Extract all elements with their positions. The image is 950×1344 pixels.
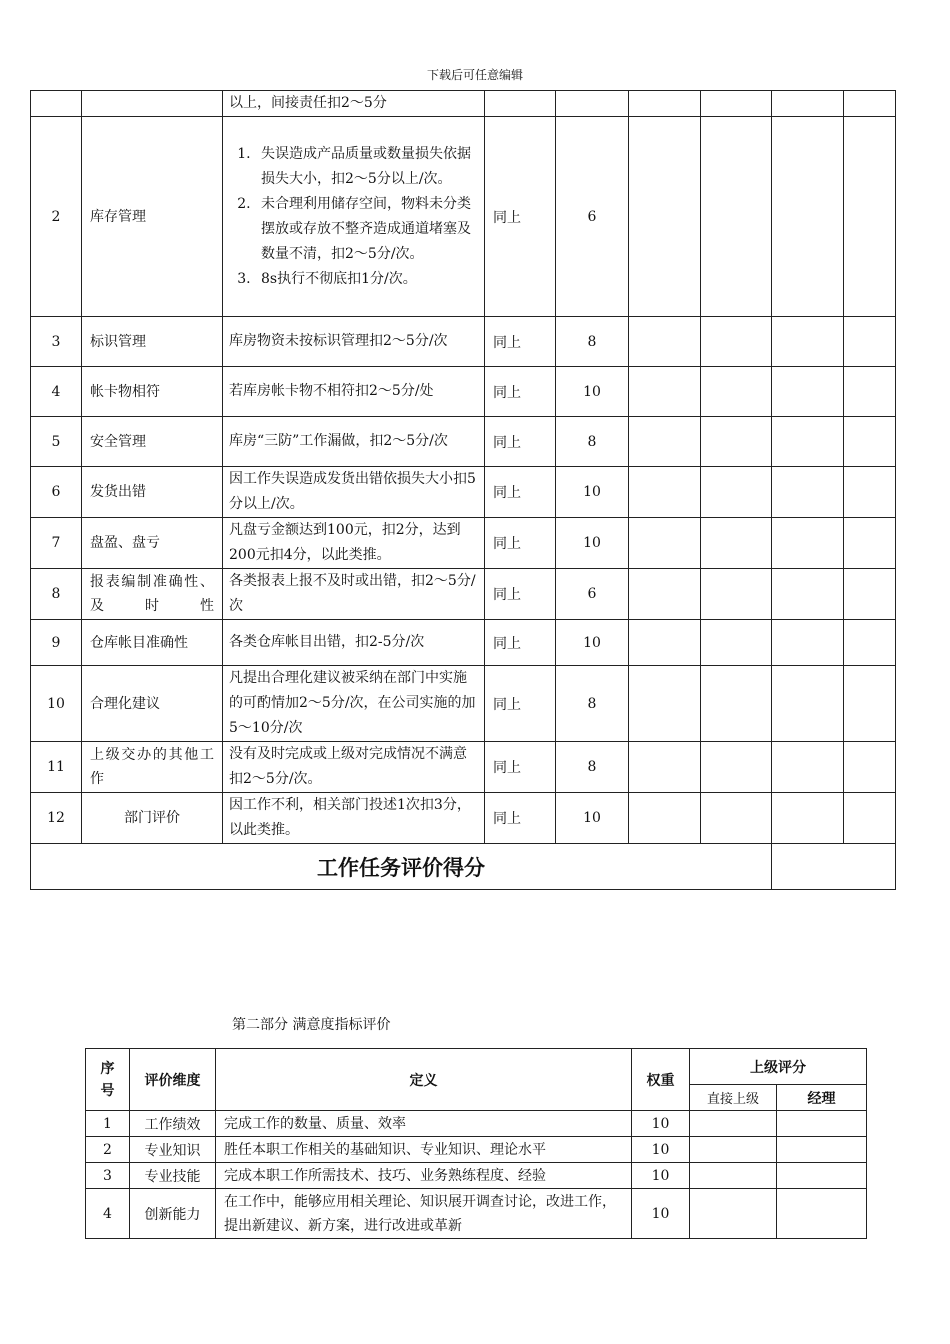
weight-cell: 8 <box>556 666 629 742</box>
table-row <box>31 620 896 666</box>
summary-row <box>31 844 896 890</box>
dimension-cell: 专业技能 <box>130 1163 216 1189</box>
table-row <box>86 1137 867 1163</box>
item-name: 标识管理 <box>82 317 223 367</box>
row-number: 12 <box>31 793 82 844</box>
weight-cell: 10 <box>632 1189 690 1239</box>
standard-list-item: 2. 未合理利用储存空间，物料未分类摆放或存放不整齐造成通道堵塞及数量不清，扣2～5分/次。 <box>255 192 478 267</box>
standard-cell: 库房物资未按标识管理扣2～5分/次 <box>223 317 485 367</box>
row-number: 3 <box>86 1163 130 1189</box>
table-row <box>86 1163 867 1189</box>
table-row <box>31 793 896 844</box>
dimension-cell: 专业知识 <box>130 1137 216 1163</box>
header-no: 序号 <box>86 1049 130 1111</box>
weight-cell: 6 <box>556 117 629 317</box>
header-dimension: 评价维度 <box>130 1049 216 1111</box>
dimension-cell: 工作绩效 <box>130 1111 216 1137</box>
row-number: 5 <box>31 417 82 467</box>
definition-cell: 完成工作的数量、质量、效率 <box>216 1111 632 1137</box>
weight-cell: 10 <box>632 1137 690 1163</box>
header-weight: 权重 <box>632 1049 690 1111</box>
weight-cell: 10 <box>556 620 629 666</box>
source-cell: 同上 <box>485 317 556 367</box>
item-name: 盘盈、盘亏 <box>82 518 223 569</box>
standard-cell: 若库房帐卡物不相符扣2～5分/处 <box>223 367 485 417</box>
standard-cell: 没有及时完成或上级对完成情况不满意扣2～5分/次。 <box>223 742 485 793</box>
source-cell: 同上 <box>485 117 556 317</box>
weight-cell: 8 <box>556 317 629 367</box>
standard-cell: 以上，间接责任扣2～5分 <box>223 91 485 117</box>
header-manager: 经理 <box>777 1085 867 1111</box>
row-number: 4 <box>31 367 82 417</box>
item-name: 库存管理 <box>82 117 223 317</box>
standard-cell <box>223 117 485 317</box>
dimension-cell: 创新能力 <box>130 1189 216 1239</box>
page-header: 下载后可任意编辑 <box>426 68 523 82</box>
item-name: 安全管理 <box>82 417 223 467</box>
table-row <box>31 467 896 518</box>
weight-cell: 10 <box>632 1163 690 1189</box>
weight-cell: 10 <box>556 793 629 844</box>
standard-list-item: 1. 失误造成产品质量或数量损失依据损失大小，扣2～5分以上/次。 <box>255 142 478 192</box>
item-name: 上级交办的其他工作 <box>82 742 223 793</box>
row-number: 11 <box>31 742 82 793</box>
header-row <box>86 1049 867 1085</box>
source-cell: 同上 <box>485 666 556 742</box>
item-name: 帐卡物相符 <box>82 367 223 417</box>
definition-cell: 胜任本职工作相关的基础知识、专业知识、理论水平 <box>216 1137 632 1163</box>
row-number: 8 <box>31 569 82 620</box>
definition-cell: 在工作中，能够应用相关理论、知识展开调查讨论，改进工作，提出新建议、新方案，进行改进或革新 <box>216 1189 632 1239</box>
summary-label: 工作任务评价得分 <box>31 844 772 890</box>
weight-cell: 8 <box>556 742 629 793</box>
standard-cell: 因工作失误造成发货出错依损失大小扣5分以上/次。 <box>223 467 485 518</box>
table-row <box>31 417 896 467</box>
header-definition: 定义 <box>216 1049 632 1111</box>
row-number: 2 <box>86 1137 130 1163</box>
standard-cell: 因工作不利，相关部门投述1次扣3分，以此类推。 <box>223 793 485 844</box>
table-row <box>31 518 896 569</box>
header-direct-superior: 直接上级 <box>690 1085 777 1111</box>
row-number: 10 <box>31 666 82 742</box>
standard-cell: 库房“三防”工作漏做，扣2～5分/次 <box>223 417 485 467</box>
table-row <box>86 1111 867 1137</box>
row-number: 7 <box>31 518 82 569</box>
item-name: 部门评价 <box>82 793 223 844</box>
satisfaction-table <box>85 1048 867 1239</box>
definition-cell: 完成本职工作所需技术、技巧、业务熟练程度、经验 <box>216 1163 632 1189</box>
source-cell: 同上 <box>485 742 556 793</box>
table-row <box>31 367 896 417</box>
table-row <box>31 569 896 620</box>
standard-list-item: 3. 8s执行不彻底扣1分/次。 <box>255 267 478 292</box>
source-cell: 同上 <box>485 467 556 518</box>
source-cell: 同上 <box>485 620 556 666</box>
weight-cell: 10 <box>556 518 629 569</box>
row-number: 6 <box>31 467 82 518</box>
weight-cell: 6 <box>556 569 629 620</box>
source-cell: 同上 <box>485 417 556 467</box>
table-row <box>86 1189 867 1239</box>
source-cell: 同上 <box>485 367 556 417</box>
standard-cell: 各类仓库帐目出错，扣2-5分/次 <box>223 620 485 666</box>
source-cell: 同上 <box>485 518 556 569</box>
row-number: 4 <box>86 1189 130 1239</box>
item-name: 合理化建议 <box>82 666 223 742</box>
weight-cell: 8 <box>556 417 629 467</box>
section-title: 第二部分 满意度指标评价 <box>232 1017 391 1033</box>
summary-score-cell <box>772 844 896 890</box>
source-cell: 同上 <box>485 793 556 844</box>
row-number: 2 <box>31 117 82 317</box>
work-task-table <box>30 90 896 890</box>
table-row <box>31 91 896 117</box>
table-row <box>31 742 896 793</box>
header-superior-score: 上级评分 <box>690 1049 867 1085</box>
standard-cell: 凡盘亏金额达到100元，扣2分，达到200元扣4分，以此类推。 <box>223 518 485 569</box>
standard-cell: 凡提出合理化建议被采纳在部门中实施的可酌情加2～5分/次，在公司实施的加5～10分/次 <box>223 666 485 742</box>
item-name: 发货出错 <box>82 467 223 518</box>
table-row <box>31 117 896 317</box>
table-row <box>31 666 896 742</box>
row-number: 9 <box>31 620 82 666</box>
item-name: 报表编制准确性、及时性 <box>82 569 223 620</box>
weight-cell: 10 <box>556 467 629 518</box>
weight-cell: 10 <box>632 1111 690 1137</box>
weight-cell: 10 <box>556 367 629 417</box>
source-cell: 同上 <box>485 569 556 620</box>
row-number: 3 <box>31 317 82 367</box>
standard-cell: 各类报表上报不及时或出错，扣2～5分/次 <box>223 569 485 620</box>
row-number: 1 <box>86 1111 130 1137</box>
item-name: 仓库帐目准确性 <box>82 620 223 666</box>
table-row <box>31 317 896 367</box>
